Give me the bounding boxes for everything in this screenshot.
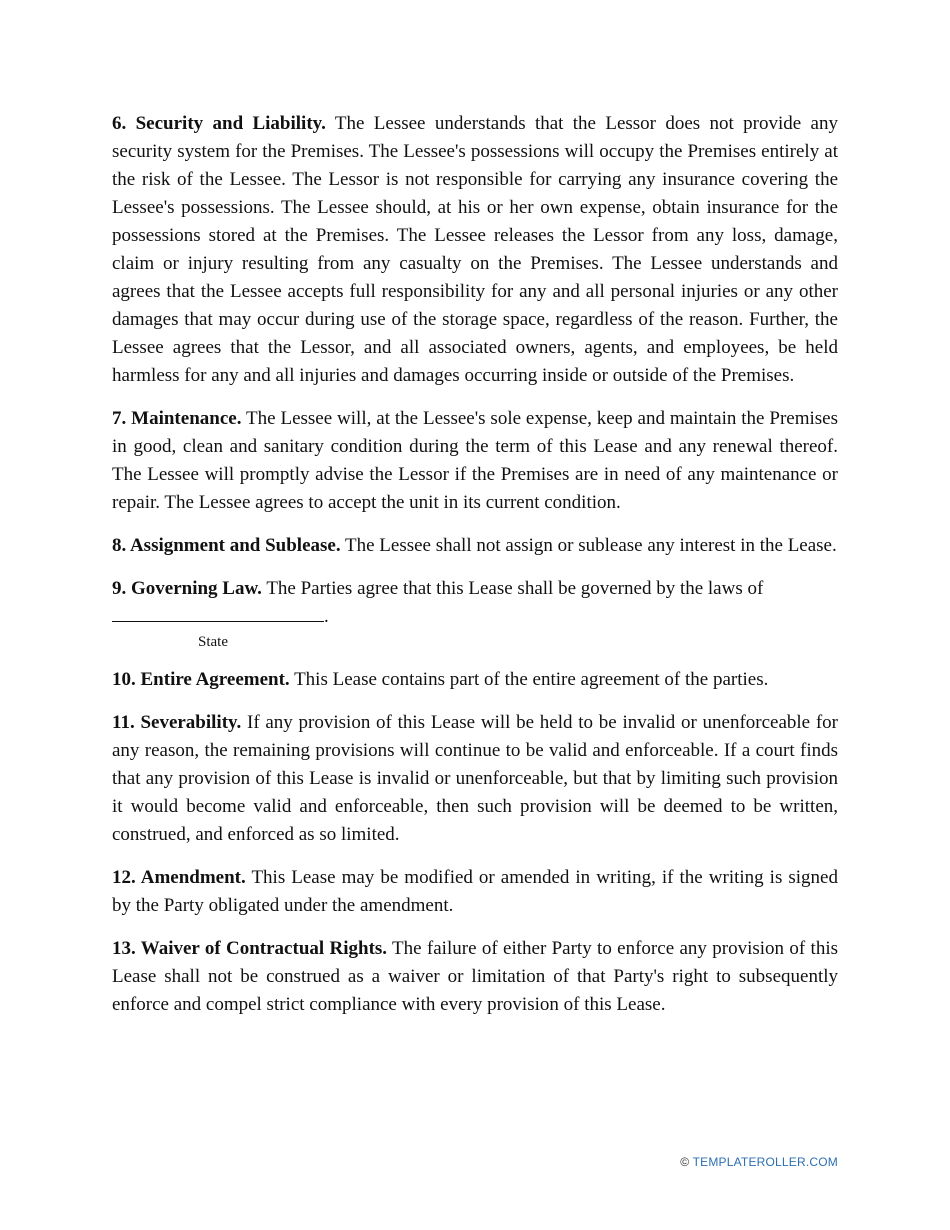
document-page [112,110,838,1034]
copyright-symbol: © [680,1155,690,1169]
section-body: This Lease contains part of the entire agreement of the parties. [289,669,769,690]
section-heading: 8. Assignment and Sublease. [112,535,341,556]
section-heading: 13. Waiver of Contractual Rights. [112,938,388,959]
section-body: The Lessee understands that the Lessor does not provide any security system for the Premises. The Lessee's possessions will occupy the Premises entirely at the risk of the Lessee. The Lessor is not responsible for carrying any insurance covering the Lessee's possessions. The Lessee should, at his or her own expense, obtain insurance for the possessions stored at the Premises. The Lessee releases the Lessor from any loss, damage, claim or injury resulting from any casualty on the Premises. The Lessee understands and agrees that the Lessee accepts full responsibility for any and all personal injuries or any other damages that may occur during use of the storage space, regardless of the reason. Further, the Lessee agrees that the Lessor, and all associated owners, agents, and employees, be held harmless for any and all injuries and damages occurring inside or outside of the Premises. [112,113,838,386]
section-assignment-sublease [112,532,838,560]
section-heading: 10. Entire Agreement. [112,669,290,690]
section-heading: 12. Amendment. [112,867,246,888]
section-heading: 6. Security and Liability. [112,113,326,134]
section-waiver [112,935,838,1019]
section-heading: 7. Maintenance. [112,408,242,429]
section-body: The Lessee will, at the Lessee's sole expense, keep and maintain the Premises in good, clean and sanitary condition during the term of this Lease and any renewal thereof. The Lessee will promptly advise the Lessor if the Premises are in need of any maintenance or repair. The Lessee agrees to accept the unit in its current condition. [112,408,838,513]
section-body: This Lease may be modified or amended in writing, if the writing is signed by the Party obligated under the amendment. [112,867,838,916]
section-body: The Lessee shall not assign or sublease any interest in the Lease. [340,535,837,556]
section-amendment [112,864,838,920]
section-body: The Parties agree that this Lease shall be governed by the laws of [261,578,764,599]
state-blank-caption: State [198,634,228,650]
footer-site-link[interactable]: TEMPLATEROLLER.COM [692,1155,838,1169]
section-governing-law [112,575,838,603]
section-security-liability [112,110,838,390]
section-heading: 11. Severability. [112,712,242,733]
section-body: The failure of either Party to enforce any provision of this Lease shall not be construed as a waiver or limitation of that Party's right to subsequently enforce and compel strict compliance with every provision of this Lease. [112,938,838,1015]
blank-suffix: . [324,606,329,627]
state-blank-row [112,603,838,631]
section-entire-agreement [112,666,838,694]
section-heading: 9. Governing Law. [112,578,262,599]
section-body: If any provision of this Lease will be held to be invalid or unenforceable for any reason, the remaining provisions will continue to be valid and enforceable. If a court finds that any provision of this Lease is invalid or unenforceable, but that by limiting such provision it would become valid and enforceable, then such provision will be deemed to be written, construed, and enforced as so limited. [112,712,839,845]
section-maintenance [112,405,838,517]
state-blank-line[interactable] [112,603,324,622]
footer-credit [680,1155,838,1169]
section-severability [112,709,838,849]
